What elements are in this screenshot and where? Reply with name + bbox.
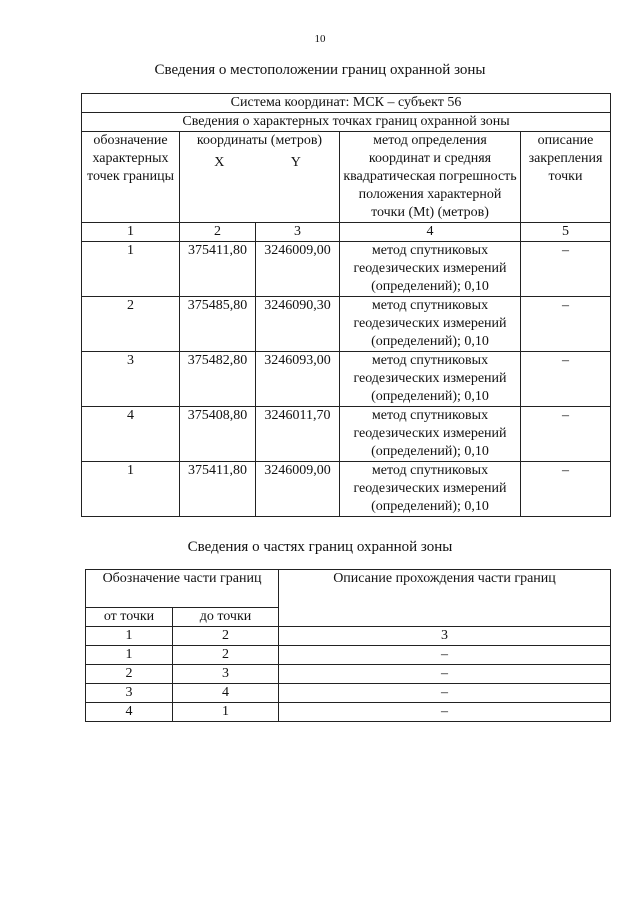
x-coordinate: 375408,80 [180,407,256,462]
method-text: метод спутниковых геодезических измерений (определений); 0,10 [340,352,521,407]
column-number: 5 [521,223,611,242]
section-heading-parts: Сведения о частях границ охранной зоны [187,539,453,555]
x-coordinate: 375411,80 [180,242,256,297]
header-x: X [214,155,225,170]
to-point: 3 [173,665,279,684]
part-description: – [279,665,611,684]
part-description: – [279,703,611,722]
header-description: описание закрепления точки [521,132,611,223]
y-coordinate: 3246090,30 [256,297,340,352]
header-part-designation: Обозначение части границ [86,570,279,608]
header-method: метод определения координат и средняя квадратическая погрешность положения характерной точки (Mt) (метров) [340,132,521,223]
point-id: 1 [82,242,180,297]
column-number: 3 [279,627,611,646]
column-number: 1 [86,627,173,646]
from-point: 1 [86,646,173,665]
table-row [82,407,611,462]
header-y: Y [290,155,301,170]
header-from-point: от точки [86,608,173,627]
coordinate-system-label: Система координат: МСК – субъект 56 [82,94,611,113]
y-coordinate: 3246009,00 [256,462,340,517]
to-point: 2 [173,646,279,665]
method-text: метод спутниковых геодезических измерений (определений); 0,10 [340,407,521,462]
point-description: – [521,407,611,462]
boundary-parts-table [85,569,611,722]
header-coordinates-label: координаты (метров) [196,133,323,148]
from-point: 4 [86,703,173,722]
x-coordinate: 375482,80 [180,352,256,407]
column-number: 3 [256,223,340,242]
points-section-title: Сведения о характерных точках границ охранной зоны [82,113,611,132]
column-number: 2 [180,223,256,242]
from-point: 3 [86,684,173,703]
column-number: 2 [173,627,279,646]
from-point: 2 [86,665,173,684]
header-designation: обозначение характерных точек границы [82,132,180,223]
table-row [82,297,611,352]
point-description: – [521,242,611,297]
section-heading-location: Сведения о местоположении границ охранной зоны [154,62,486,78]
x-coordinate: 375485,80 [180,297,256,352]
point-id: 4 [82,407,180,462]
to-point: 4 [173,684,279,703]
table-row [82,352,611,407]
part-description: – [279,684,611,703]
table-row [86,703,611,722]
point-id: 1 [82,462,180,517]
method-text: метод спутниковых геодезических измерений (определений); 0,10 [340,297,521,352]
header-to-point: до точки [173,608,279,627]
point-description: – [521,352,611,407]
table-row [86,684,611,703]
point-description: – [521,297,611,352]
to-point: 1 [173,703,279,722]
boundary-points-table [81,93,611,517]
method-text: метод спутниковых геодезических измерений (определений); 0,10 [340,242,521,297]
y-coordinate: 3246093,00 [256,352,340,407]
table-row [82,242,611,297]
page-number: 10 [314,33,326,45]
method-text: метод спутниковых геодезических измерений (определений); 0,10 [340,462,521,517]
header-coordinates [180,132,340,223]
point-id: 3 [82,352,180,407]
y-coordinate: 3246011,70 [256,407,340,462]
x-coordinate: 375411,80 [180,462,256,517]
y-coordinate: 3246009,00 [256,242,340,297]
point-id: 2 [82,297,180,352]
part-description: – [279,646,611,665]
table-row [86,646,611,665]
column-number: 1 [82,223,180,242]
column-number: 4 [340,223,521,242]
point-description: – [521,462,611,517]
header-part-description: Описание прохождения части границ [279,570,611,627]
table-row [82,462,611,517]
table-row [86,665,611,684]
